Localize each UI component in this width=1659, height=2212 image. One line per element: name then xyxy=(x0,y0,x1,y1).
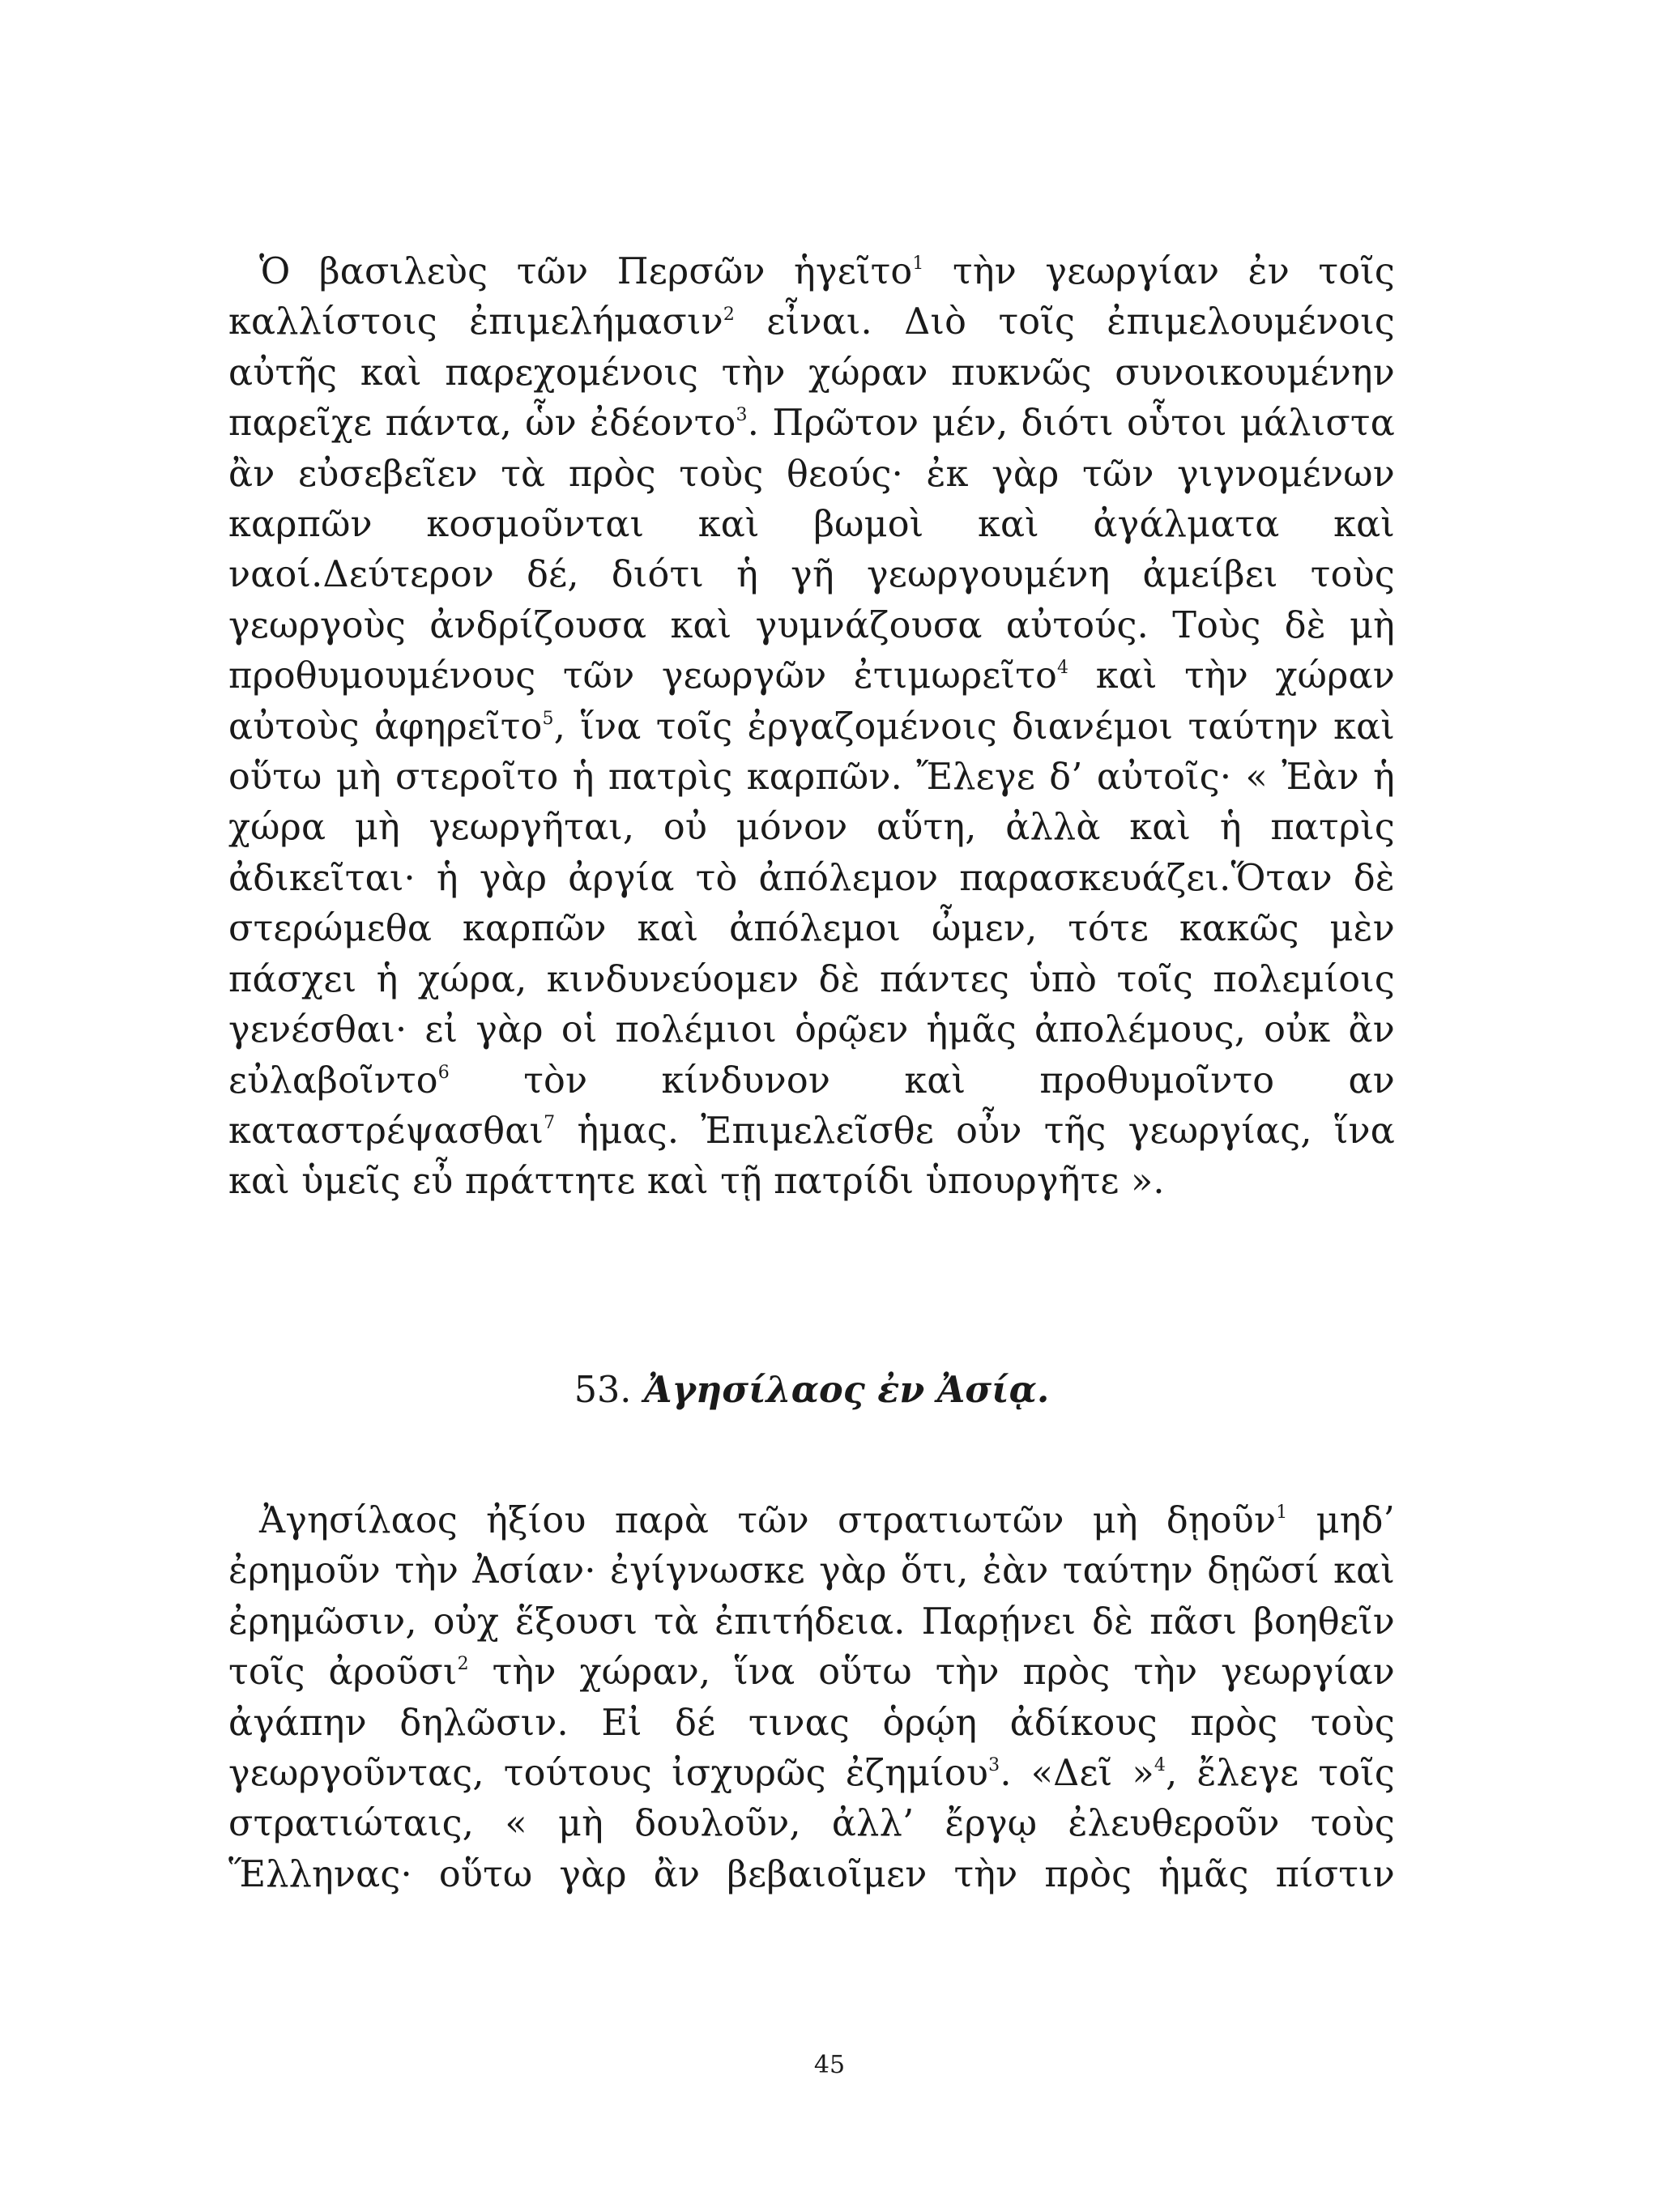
footnote-marker[interactable]: 2 xyxy=(457,1654,469,1675)
footnote-marker[interactable]: 3 xyxy=(988,1755,1000,1776)
footnote-marker[interactable]: 1 xyxy=(1276,1502,1288,1524)
text-run: καὶ τὴν χώραν αὐτοὺς ἀφηρεῖτο xyxy=(228,655,1395,748)
section-heading xyxy=(228,1365,1395,1416)
footnote-marker[interactable]: 5 xyxy=(542,708,554,729)
text-run: , ἔλεγε τοῖς στρατιώταις, « μὴ δουλοῦν, ἀλλ’ ἔργῳ ἐλευθεροῦν τοὺς Ἕλληνας· οὕτω γὰρ ἂν βεβαιοῖμεν τὴν πρὸς ἡμᾶς πίστιν xyxy=(228,1753,1396,1895)
page-body xyxy=(228,247,1396,1895)
page-number: 45 xyxy=(813,2051,846,2079)
footnote-marker[interactable]: 4 xyxy=(1154,1755,1166,1776)
text-run: τὴν γεωργίαν ἐν τοῖς καλλίστοις ἐπιμελήμασιν xyxy=(228,251,1395,343)
text-run: εἶναι. Διὸ τοῖς ἐπιμελουμένοις αὐτῆς καὶ παρεχομένοις τὴν χώραν πυκνῶς συνοικουμένην παρεῖχε πάντα, ὧν ἐδέοντο xyxy=(228,301,1396,445)
text-run: τὴν χώραν, ἵνα οὕτω τὴν πρὸς τὴν γεωργίαν ἀγάπην δηλῶσιν. Εἰ δέ τινας ὁρῴη ἀδίκους πρὸς τοὺς γεωργοῦντας, τούτους ἰσχυρῶς ἐζημίου xyxy=(228,1652,1395,1795)
text-run: . «Δεῖ » xyxy=(1000,1753,1154,1795)
chapter-53-text xyxy=(228,1496,1395,1900)
text-run: μηδ’ ἐρημοῦν τὴν Ἀσίαν· ἐγίγνωσκε γὰρ ὅτι, ἐὰν ταύτην δῃῶσί καὶ ἐρημῶσιν, οὐχ ἕξουσι τὰ ἐπιτήδεια. Παρῄνει δὲ πᾶσι βοηθεῖν τοῖς ἀροῦσι xyxy=(228,1500,1395,1694)
section-number: 53. xyxy=(574,1370,632,1411)
text-run: , ἵνα τοῖς ἐργαζομένοις διανέμοι ταύτην καὶ οὕτω μὴ στεροῖτο ἡ πατρὶς καρπῶν. Ἔλεγε δ’ αὐτοῖς· « Ἐὰν ἡ χώρα μὴ γεωργῆται, οὐ μόνον αὕτη, ἀλλὰ καὶ ἡ πατρὶς ἀδικεῖται· ἡ γὰρ ἀργία τὸ ἀπόλεμον παρασκευάζει.Ὅταν δὲ στερώμεθα καρπῶν καὶ ἀπόλεμοι ὦμεν, τότε κακῶς μὲν πάσχει ἡ χώρα, κινδυνεύομεν δὲ πάντες ὑπὸ τοῖς πολεμίοις γενέσθαι· εἰ γὰρ οἱ πολέμιοι ὁρῷεν ἡμᾶς ἀπολέμους, οὐκ ἂν εὐλαβοῖντο xyxy=(228,705,1395,1102)
section-title: Ἀγησίλαος ἐν Ἀσίᾳ. xyxy=(643,1369,1050,1411)
footnote-marker[interactable]: 6 xyxy=(437,1062,450,1083)
text-run: ἡμας. Ἐπιμελεῖσθε οὖν τῆς γεωργίας, ἵνα καὶ ὑμεῖς εὖ πράττητε καὶ τῇ πατρίδι ὑπουργῆτε ». xyxy=(228,1110,1395,1203)
text-run: τὸν κίνδυνον καὶ προθυμοῖντο αν καταστρέψασθαι xyxy=(228,1059,1395,1152)
chapter-52-text xyxy=(228,247,1395,1208)
footnote-marker[interactable]: 1 xyxy=(912,254,924,275)
text-run: . Πρῶτον μέν, διότι οὗτοι μάλιστα ἂν εὐσεβεῖεν τὰ πρὸς τοὺς θεούς· ἐκ γὰρ τῶν γιγνομένων καρπῶν κοσμοῦνται καὶ βωμοὶ καὶ ἀγάλματα καὶ ναοί.Δεύτερον δέ, διότι ἡ γῆ γεωργουμένη ἀμείβει τοὺς γεωργοὺς ἀνδρίζουσα καὶ γυμνάζουσα αὐτούς. Τοὺς δὲ μὴ προθυμουμένους τῶν γεωργῶν ἐτιμωρεῖτο xyxy=(228,403,1395,697)
footnote-marker[interactable]: 2 xyxy=(723,304,736,325)
text-run: Ὁ βασιλεὺς τῶν Περσῶν ἡγεῖτο xyxy=(259,251,913,292)
footnote-marker[interactable]: 7 xyxy=(544,1113,556,1134)
footnote-marker[interactable]: 4 xyxy=(1057,658,1069,679)
text-run: Ἀγησίλαος ἠξίου παρὰ τῶν στρατιωτῶν μὴ δῃοῦν xyxy=(259,1500,1277,1541)
footnote-marker[interactable]: 3 xyxy=(736,405,748,426)
